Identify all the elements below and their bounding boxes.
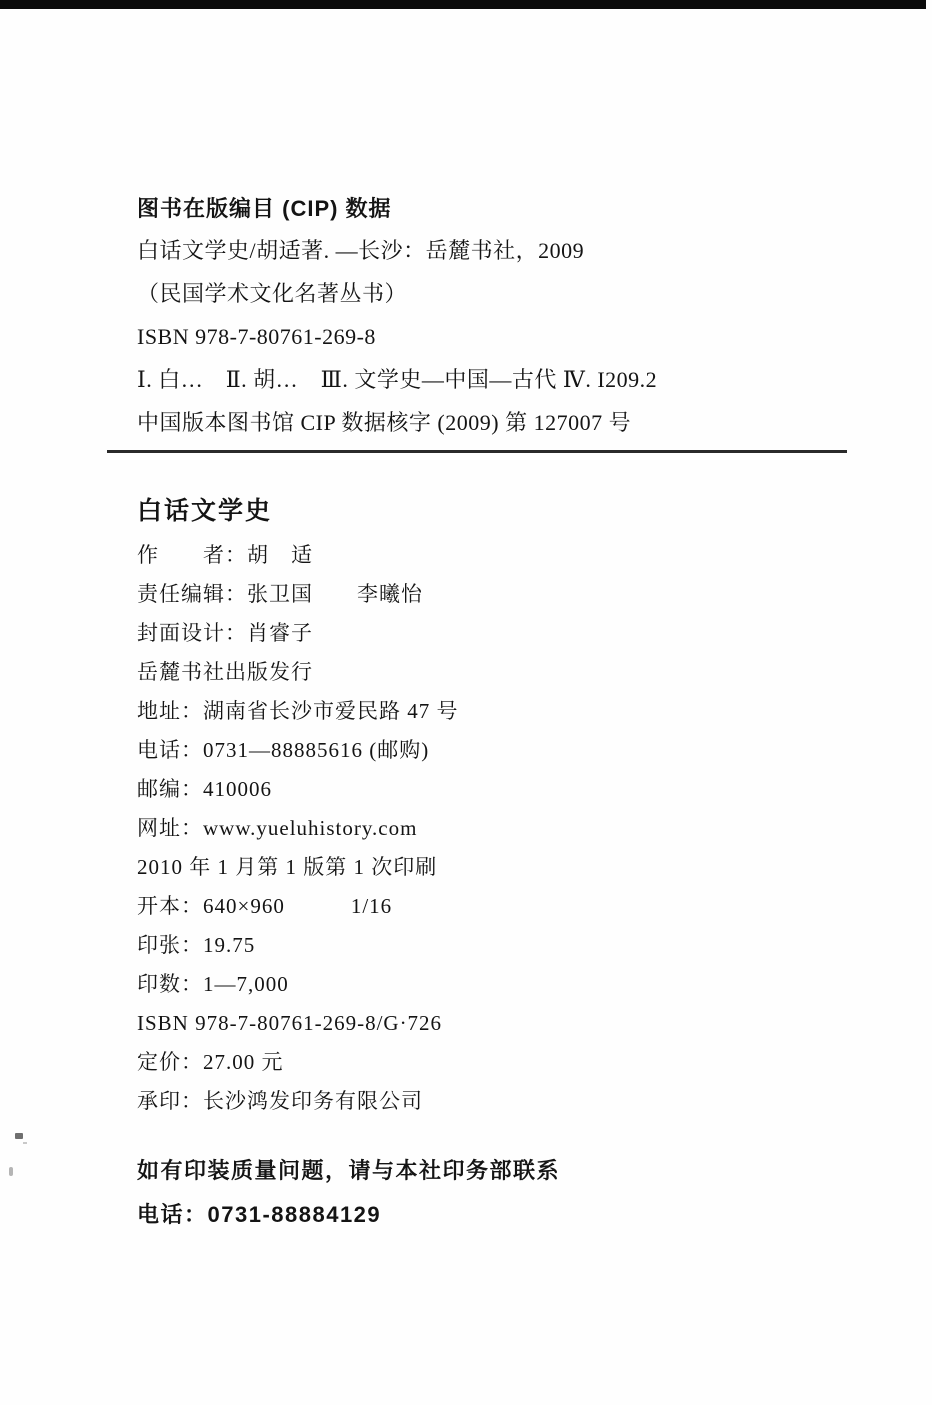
cip-header: 图书在版编目 (CIP) 数据 [137,196,392,221]
colophon-line-address: 地址：湖南省长沙市爱民路 47 号 [137,699,459,723]
colophon-line-postcode: 邮编：410006 [137,777,272,801]
colophon-line-print-run: 印数：1—7,000 [137,972,289,996]
colophon-line-editor: 责任编辑：张卫国 李曦怡 [137,582,423,606]
scan-artifact-speck [9,1167,13,1176]
colophon-line-printer: 承印：长沙鸿发印务有限公司 [137,1089,423,1113]
colophon-line-phone: 电话：0731—88885616 (邮购) [137,738,430,762]
scan-artifact-speck [15,1133,23,1139]
notice-line-text: 如有印装质量问题，请与本社印务部联系 [137,1158,561,1183]
colophon-line-cover-design: 封面设计：肖睿子 [137,621,313,645]
colophon-line-website: 网址：www.yueluhistory.com [137,816,418,840]
scan-artifact-top-bar [0,0,926,9]
cip-classification-line: Ⅰ. 白… Ⅱ. 胡… Ⅲ. 文学史—中国—古代 Ⅳ. I209.2 [137,367,658,392]
colophon-line-publisher: 岳麓书社出版发行 [137,660,313,684]
colophon-line-sheets: 印张：19.75 [137,933,256,957]
colophon-line-format: 开本：640×960 1/16 [137,894,393,918]
colophon-line-author: 作 者：胡 适 [137,543,313,567]
colophon-line-edition: 2010 年 1 月第 1 版第 1 次印刷 [137,855,438,879]
colophon-section [137,497,857,1129]
notice-line-phone: 电话：0731-88884129 [137,1202,382,1227]
cip-section [137,196,857,454]
cip-series-line: （民国学术文化名著丛书） [137,281,408,306]
book-title: 白话文学史 [137,497,273,525]
cip-isbn-line: ISBN 978-7-80761-269-8 [137,324,376,349]
section-divider [107,450,847,453]
colophon-line-isbn: ISBN 978-7-80761-269-8/G·726 [137,1011,443,1035]
cip-record-line: 白话文学史/胡适著. —长沙：岳麓书社，2009 [137,238,585,263]
colophon-line-price: 定价：27.00 元 [137,1050,284,1074]
quality-notice-section [137,1158,857,1246]
cip-registry-line: 中国版本图书馆 CIP 数据核字 (2009) 第 127007 号 [137,410,632,435]
